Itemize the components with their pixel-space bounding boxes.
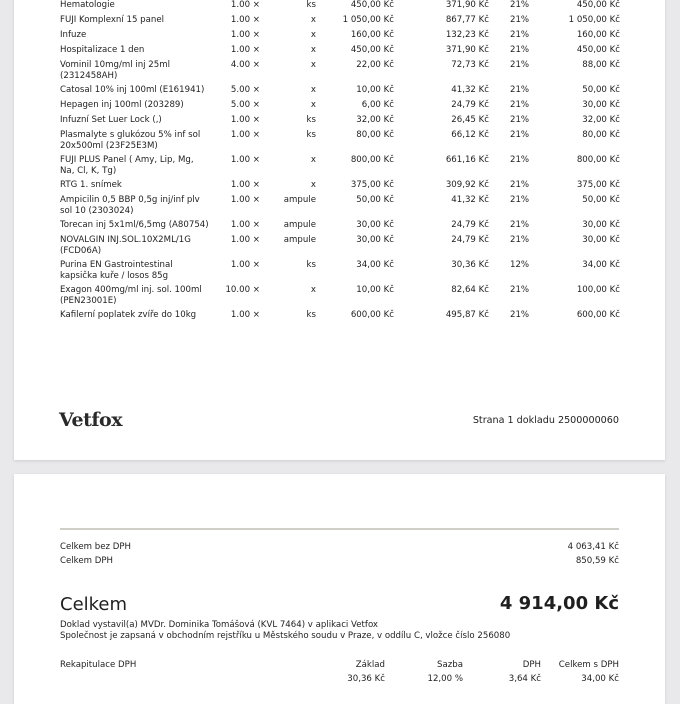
item-name: Catosal 10% inj 100ml (E161941) — [60, 85, 205, 95]
item-unit: ks — [306, 310, 316, 320]
item-quantity: 1.00 × — [230, 45, 260, 55]
item-unit: x — [310, 60, 316, 70]
item-price-without-vat: 495,87 Kč — [445, 310, 489, 320]
table-row — [60, 235, 620, 260]
item-total: 30,00 Kč — [582, 235, 620, 245]
item-price-without-vat: 41,32 Kč — [451, 195, 489, 205]
invoice-page-1 — [14, 0, 665, 460]
item-vat-rate: 21% — [510, 180, 530, 190]
item-quantity: 1.00 × — [230, 30, 260, 40]
item-total: 160,00 Kč — [576, 30, 620, 40]
item-quantity: 1.00 × — [230, 220, 260, 230]
item-quantity: 1.00 × — [230, 180, 260, 190]
item-price-without-vat: 867,77 Kč — [445, 15, 489, 25]
grand-total-value: 4 914,00 Kč — [499, 593, 619, 614]
vat-recap-col-vat: DPH — [522, 660, 541, 670]
item-unit: ks — [306, 130, 316, 140]
item-unit-price: 30,00 Kč — [356, 235, 394, 245]
grand-total-label: Celkem — [60, 594, 128, 615]
item-unit: x — [310, 100, 316, 110]
item-price-without-vat: 132,23 Kč — [445, 30, 489, 40]
item-name: NOVALGIN INJ.SOL.10X2ML/1G (FCD06A) — [60, 235, 191, 256]
item-name: Hepagen inj 100ml (203289) — [60, 100, 184, 110]
item-unit-price: 10,00 Kč — [356, 285, 394, 295]
item-unit: ks — [306, 0, 316, 10]
item-vat-rate: 21% — [510, 235, 530, 245]
item-quantity: 1.00 × — [230, 260, 260, 270]
item-name: Ampicilin 0,5 BBP 0,5g inj/inf plv sol 10 (2303024) — [60, 195, 200, 216]
item-total: 100,00 Kč — [576, 285, 620, 295]
table-row — [60, 130, 620, 155]
item-price-without-vat: 82,64 Kč — [451, 285, 489, 295]
item-unit-price: 1 050,00 Kč — [342, 15, 394, 25]
item-unit-price: 160,00 Kč — [350, 30, 394, 40]
table-row — [60, 45, 620, 60]
item-total: 450,00 Kč — [576, 45, 620, 55]
item-total: 450,00 Kč — [576, 0, 620, 10]
item-quantity: 1.00 × — [230, 155, 260, 165]
item-quantity: 10.00 × — [225, 285, 260, 295]
total-without-vat-label: Celkem bez DPH — [60, 542, 131, 552]
item-total: 50,00 Kč — [582, 195, 620, 205]
invoice-page-2 — [14, 474, 665, 704]
registry-note: Společnost je zapsaná v obchodním rejstříku u Městského soudu v Praze, v oddílu C, vložce číslo 256080 — [60, 631, 511, 641]
item-unit: x — [310, 15, 316, 25]
item-unit: ampule — [283, 220, 316, 230]
item-unit-price: 10,00 Kč — [356, 85, 394, 95]
item-vat-rate: 21% — [510, 85, 530, 95]
vat-recap-rate: 12,00 % — [427, 674, 463, 684]
invoice-items-table — [60, 0, 620, 325]
item-name: FUJI PLUS Panel ( Amy, Lip, Mg, Na, Cl, K, Tg) — [60, 155, 194, 176]
item-name: Infuze — [60, 30, 87, 40]
item-quantity: 1.00 × — [230, 115, 260, 125]
item-total: 34,00 Kč — [582, 260, 620, 270]
item-price-without-vat: 24,79 Kč — [451, 220, 489, 230]
item-total: 30,00 Kč — [582, 220, 620, 230]
item-quantity: 1.00 × — [230, 235, 260, 245]
item-total: 375,00 Kč — [576, 180, 620, 190]
item-unit-price: 32,00 Kč — [356, 115, 394, 125]
item-vat-rate: 21% — [510, 45, 530, 55]
item-total: 50,00 Kč — [582, 85, 620, 95]
table-row — [60, 285, 620, 310]
item-name: Exagon 400mg/ml inj. sol. 100ml (PEN23001E) — [60, 285, 202, 306]
item-unit-price: 80,00 Kč — [356, 130, 394, 140]
table-row — [60, 155, 620, 180]
table-row — [60, 15, 620, 30]
item-unit-price: 450,00 Kč — [350, 0, 394, 10]
item-total: 800,00 Kč — [576, 155, 620, 165]
item-price-without-vat: 661,16 Kč — [445, 155, 489, 165]
vat-recap-col-base: Základ — [355, 660, 385, 670]
item-total: 32,00 Kč — [582, 115, 620, 125]
item-unit-price: 375,00 Kč — [350, 180, 394, 190]
item-vat-rate: 21% — [510, 60, 530, 70]
item-unit-price: 34,00 Kč — [356, 260, 394, 270]
total-vat-value: 850,59 Kč — [575, 556, 619, 566]
item-unit: x — [310, 45, 316, 55]
vat-recap-vat: 3,64 Kč — [508, 674, 541, 684]
item-name: Hospitalizace 1 den — [60, 45, 145, 55]
table-row — [60, 220, 620, 235]
item-price-without-vat: 371,90 Kč — [445, 45, 489, 55]
item-unit-price: 600,00 Kč — [350, 310, 394, 320]
item-price-without-vat: 26,45 Kč — [451, 115, 489, 125]
item-vat-rate: 21% — [510, 115, 530, 125]
item-vat-rate: 21% — [510, 220, 530, 230]
item-name: Hematologie — [60, 0, 115, 10]
table-row — [60, 60, 620, 85]
issued-by-note: Doklad vystavil(a) MVDr. Dominika Tomášová (KVL 7464) v aplikaci Vetfox — [60, 620, 379, 630]
vat-recap-title: Rekapitulace DPH — [60, 660, 137, 670]
item-vat-rate: 21% — [510, 30, 530, 40]
item-quantity: 1.00 × — [230, 310, 260, 320]
item-quantity: 1.00 × — [230, 195, 260, 205]
item-total: 80,00 Kč — [582, 130, 620, 140]
item-vat-rate: 21% — [510, 155, 530, 165]
table-row — [60, 0, 620, 15]
item-quantity: 5.00 × — [230, 100, 260, 110]
item-total: 30,00 Kč — [582, 100, 620, 110]
item-unit-price: 50,00 Kč — [356, 195, 394, 205]
item-unit-price: 450,00 Kč — [350, 45, 394, 55]
item-vat-rate: 21% — [510, 100, 530, 110]
item-quantity: 1.00 × — [230, 15, 260, 25]
item-unit: x — [310, 30, 316, 40]
total-without-vat-value: 4 063,41 Kč — [567, 542, 619, 552]
item-price-without-vat: 24,79 Kč — [451, 235, 489, 245]
table-row — [60, 310, 620, 325]
item-unit: x — [310, 180, 316, 190]
vat-recap-col-total: Celkem s DPH — [558, 660, 619, 670]
item-unit: ks — [306, 115, 316, 125]
item-vat-rate: 21% — [510, 130, 530, 140]
item-name: Kafilerní poplatek zvíře do 10kg — [60, 310, 197, 320]
table-row — [60, 260, 620, 285]
item-vat-rate: 21% — [510, 285, 530, 295]
item-name: FUJI Komplexní 15 panel — [60, 15, 165, 25]
page-number-note: Strana 1 dokladu 2500000060 — [472, 415, 619, 426]
item-unit: x — [310, 285, 316, 295]
item-price-without-vat: 66,12 Kč — [451, 130, 489, 140]
item-price-without-vat: 41,32 Kč — [451, 85, 489, 95]
item-name: Infuzní Set Luer Lock (,) — [60, 115, 162, 125]
item-quantity: 5.00 × — [230, 85, 260, 95]
item-unit: x — [310, 85, 316, 95]
item-quantity: 4.00 × — [230, 60, 260, 70]
item-vat-rate: 21% — [510, 15, 530, 25]
item-price-without-vat: 309,92 Kč — [445, 180, 489, 190]
item-vat-rate: 21% — [510, 310, 530, 320]
total-vat-label: Celkem DPH — [60, 556, 113, 566]
table-row — [60, 30, 620, 45]
table-row — [60, 100, 620, 115]
item-vat-rate: 21% — [510, 195, 530, 205]
item-unit: ampule — [283, 195, 316, 205]
vetfox-logo: Vetfox — [59, 409, 123, 431]
item-vat-rate: 21% — [510, 0, 530, 10]
item-unit: ampule — [283, 235, 316, 245]
item-name: Vominil 10mg/ml inj 25ml (2312458AH) — [60, 60, 170, 81]
item-total: 1 050,00 Kč — [568, 15, 620, 25]
table-row — [60, 115, 620, 130]
vat-recap-total: 34,00 Kč — [581, 674, 619, 684]
item-price-without-vat: 24,79 Kč — [451, 100, 489, 110]
item-vat-rate: 12% — [510, 260, 530, 270]
item-quantity: 1.00 × — [230, 130, 260, 140]
item-price-without-vat: 72,73 Kč — [451, 60, 489, 70]
vat-recap-col-rate: Sazba — [437, 660, 463, 670]
item-quantity: 1.00 × — [230, 0, 260, 10]
item-name: RTG 1. snímek — [60, 180, 122, 190]
item-unit-price: 800,00 Kč — [350, 155, 394, 165]
table-row — [60, 85, 620, 100]
table-row — [60, 180, 620, 195]
section-divider — [60, 528, 619, 530]
table-row — [60, 195, 620, 220]
item-price-without-vat: 30,36 Kč — [451, 260, 489, 270]
item-unit: ks — [306, 260, 316, 270]
item-unit: x — [310, 155, 316, 165]
item-total: 600,00 Kč — [576, 310, 620, 320]
item-name: Purina EN Gastrointestinal kapsička kuře / losos 85g — [60, 260, 173, 281]
item-name: Torecan inj 5x1ml/6,5mg (A80754) — [60, 220, 209, 230]
item-price-without-vat: 371,90 Kč — [445, 0, 489, 10]
item-unit-price: 6,00 Kč — [361, 100, 394, 110]
vat-recap-base: 30,36 Kč — [347, 674, 385, 684]
item-unit-price: 30,00 Kč — [356, 220, 394, 230]
item-total: 88,00 Kč — [582, 60, 620, 70]
item-unit-price: 22,00 Kč — [356, 60, 394, 70]
item-name: Plasmalyte s glukózou 5% inf sol 20x500ml (23F25E3M) — [60, 130, 201, 151]
